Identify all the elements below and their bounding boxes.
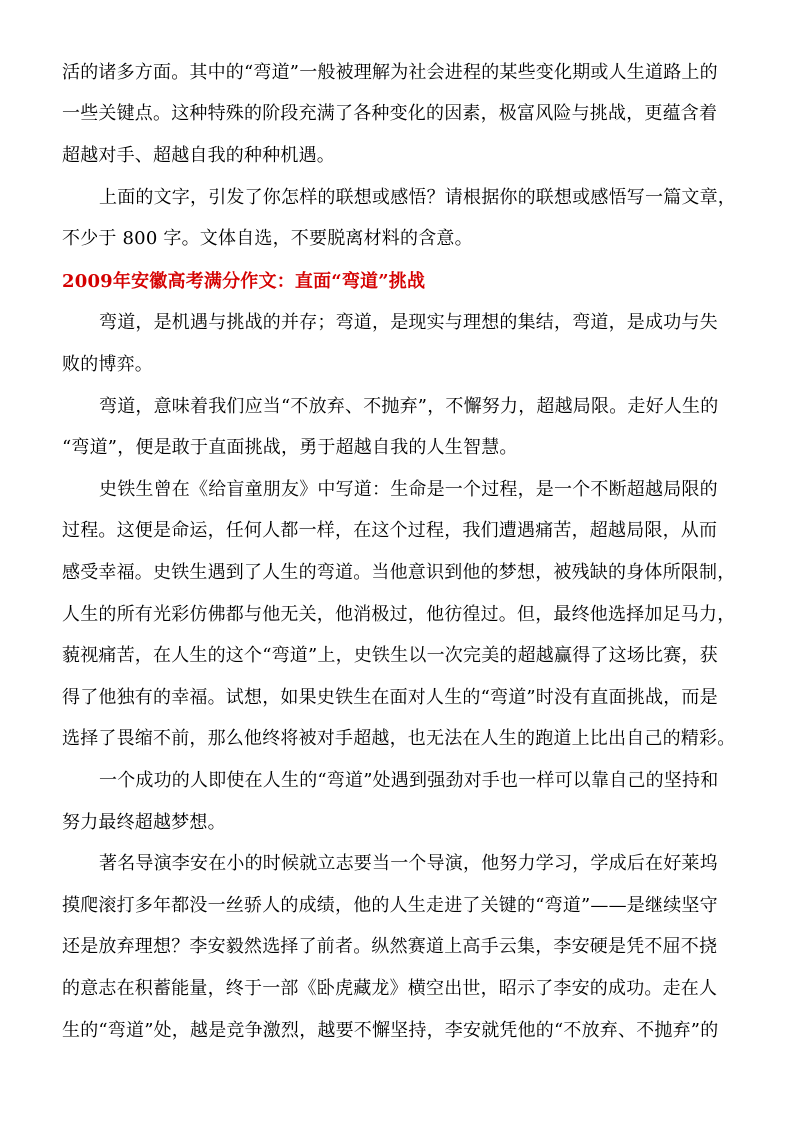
essay-line-5: 史铁生曾在《给盲童朋友》中写道：生命是一个过程，是一个不断超越局限的 — [99, 479, 718, 500]
essay-line-8: 人生的所有光彩仿佛都与他无关，他消极过，他彷徨过。但，最终他选择加足马力， — [62, 604, 736, 625]
essay-line-1: 弯道，是机遇与挑战的并存；弯道，是现实与理想的集结，弯道，是成功与失 — [99, 312, 718, 333]
prompt-line-3: 超越对手、超越自我的种种机遇。 — [62, 145, 335, 166]
essay-line-6: 过程。这便是命运，任何人都一样，在这个过程，我们遭遇痛苦，超越局限，从而 — [62, 520, 718, 541]
essay-line-11: 选择了畏缩不前，那么他终将被对手超越，也无法在人生的跑道上比出自己的精彩。 — [62, 728, 736, 749]
prompt-line-4: 上面的文字，引发了你怎样的联想或感悟？请根据你的联想或感悟写一篇文章， — [99, 187, 736, 208]
essay-line-13: 努力最终超越梦想。 — [62, 812, 226, 833]
essay-line-16: 还是放弃理想？李安毅然选择了前者。纵然赛道上高手云集，李安硬是凭不屈不挠 — [62, 936, 718, 957]
essay-line-2: 败的博弈。 — [62, 354, 153, 375]
prompt-line-2: 一些关键点。这种特殊的阶段充满了各种变化的因素，极富风险与挑战，更蕴含着 — [62, 103, 718, 124]
essay-line-12: 一个成功的人即使在人生的“弯道”处遇到强劲对手也一样可以靠自己的坚持和 — [99, 770, 719, 791]
prompt-line-1: 活的诸多方面。其中的“弯道”一般被理解为社会进程的某些变化期或人生道路上的 — [62, 62, 718, 83]
essay-title: 2009年安徽高考满分作文：直面“弯道”挑战 — [62, 271, 426, 292]
essay-line-18: 生的“弯道”处，越是竞争激烈，越要不懈坚持，李安就凭他的“不放弃、不抛弃”的 — [62, 1020, 719, 1041]
essay-line-17: 的意志在积蓄能量，终于一部《卧虎藏龙》横空出世，昭示了李安的成功。走在人 — [62, 978, 718, 999]
essay-line-10: 得了他独有的幸福。试想，如果史铁生在面对人生的“弯道”时没有直面挑战，而是 — [62, 687, 718, 708]
essay-line-14: 著名导演李安在小的时候就立志要当一个导演，他努力学习，学成后在好莱坞 — [99, 853, 718, 874]
prompt-line-5: 不少于 800 字。文体自选，不要脱离材料的含意。 — [62, 228, 473, 249]
essay-line-4: “弯道”，便是敢于直面挑战，勇于超越自我的人生智慧。 — [62, 437, 518, 458]
essay-line-7: 感受幸福。史铁生遇到了人生的弯道。当他意识到他的梦想，被残缺的身体所限制， — [62, 562, 736, 583]
essay-line-3: 弯道，意味着我们应当“不放弃、不抛弃”，不懈努力，超越局限。走好人生的 — [99, 396, 719, 417]
essay-line-9: 藐视痛苦，在人生的这个“弯道”上，史铁生以一次完美的超越赢得了这场比赛，获 — [62, 645, 718, 666]
essay-line-15: 摸爬滚打多年都没一丝骄人的成绩，他的人生走进了关键的“弯道”——是继续坚守 — [62, 895, 718, 916]
